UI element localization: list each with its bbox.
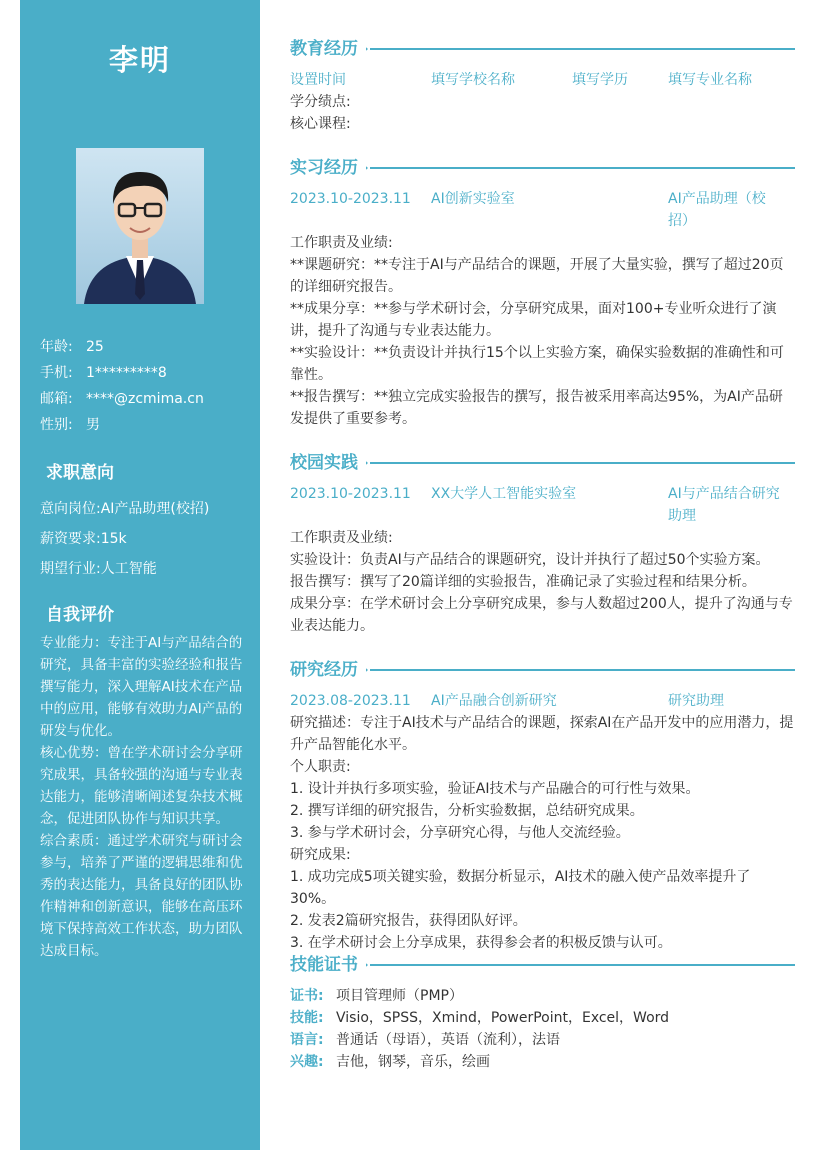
body-line: 个人职责: bbox=[290, 759, 351, 775]
skills-list bbox=[290, 985, 795, 1073]
edu-school: 填写学校名称 bbox=[431, 72, 515, 88]
section-divider bbox=[370, 48, 795, 50]
skill-tools: 技能: Visio，SPSS，Xmind，PowerPoint，Excel，Word bbox=[290, 1010, 670, 1026]
sidebar bbox=[20, 0, 260, 1150]
research-role: 研究助理 bbox=[668, 693, 724, 709]
body-line: 研究成果: bbox=[290, 847, 351, 863]
campus-role: AI与产品结合研究助理 bbox=[668, 486, 780, 524]
edu-time: 设置时间 bbox=[290, 72, 346, 88]
body-line: 研究描述：专注于AI技术与产品结合的课题，探索AI在产品开发中的应用潜力，提升产品智能化水平。 bbox=[290, 715, 794, 753]
info-phone: 手机: 1*********8 bbox=[40, 365, 167, 381]
section-title: 教育经历 bbox=[290, 36, 366, 62]
candidate-name: 李明 bbox=[108, 43, 171, 77]
body-line: **实验设计：**负责设计并执行15个以上实验方案，确保实验数据的准确性和可靠性。 bbox=[290, 345, 784, 383]
internship-body bbox=[290, 232, 795, 430]
info-gender: 性别: 男 bbox=[40, 417, 100, 433]
body-line: 工作职责及业绩: bbox=[290, 235, 393, 251]
edu-major: 填写专业名称 bbox=[668, 72, 752, 88]
intern-org: AI创新实验室 bbox=[431, 191, 515, 207]
intent-salary: 薪资要求:15k bbox=[40, 531, 127, 547]
edu-degree: 填写学历 bbox=[572, 72, 628, 88]
education-section bbox=[290, 36, 795, 135]
section-header bbox=[290, 155, 795, 181]
campus-time: 2023.10-2023.11 bbox=[290, 486, 411, 502]
section-header bbox=[290, 36, 795, 62]
research-body bbox=[290, 712, 795, 954]
body-line: 2. 撰写详细的研究报告，分析实验数据，总结研究成果。 bbox=[290, 803, 644, 819]
body-line: 工作职责及业绩: bbox=[290, 530, 393, 546]
edu-courses: 核心课程: bbox=[290, 116, 351, 132]
skill-language: 语言: 普通话（母语），英语（流利），法语 bbox=[290, 1032, 560, 1048]
self-eval-paragraph: 综合素质：通过学术研究与研讨会参与，培养了严谨的逻辑思维和优秀的表达能力，具备良好的团队协作精神和创新意识，能够在高压环境下保持高效工作状态，助力团队达成目标。 bbox=[40, 833, 243, 959]
research-org: AI产品融合创新研究 bbox=[431, 693, 557, 709]
section-title: 实习经历 bbox=[290, 155, 366, 181]
intern-time: 2023.10-2023.11 bbox=[290, 191, 411, 207]
body-line: 成果分享：在学术研讨会上分享研究成果，参与人数超过200人，提升了沟通与专业表达能力。 bbox=[290, 596, 793, 634]
section-divider bbox=[370, 167, 795, 169]
body-line: 报告撰写：撰写了20篇详细的实验报告，准确记录了实验过程和结果分析。 bbox=[290, 574, 756, 590]
campus-meta bbox=[290, 483, 795, 527]
body-line: 1. 成功完成5项关键实验，数据分析显示，AI技术的融入使产品效率提升了30%。 bbox=[290, 869, 751, 907]
campus-section bbox=[290, 450, 795, 637]
campus-body bbox=[290, 527, 795, 637]
intent-title: 求职意向 bbox=[46, 463, 114, 483]
body-line: 实验设计：负责AI与产品结合的课题研究，设计并执行了超过50个实验方案。 bbox=[290, 552, 770, 568]
intent-position: 意向岗位:AI产品助理(校招) bbox=[40, 501, 210, 517]
self-eval-title: 自我评价 bbox=[46, 605, 114, 625]
edu-gpa: 学分绩点: bbox=[290, 94, 351, 110]
internship-meta bbox=[290, 188, 795, 232]
body-line: **成果分享：**参与学术研讨会，分享研究成果，面对100+专业听众进行了演讲，提升了沟通与专业表达能力。 bbox=[290, 301, 777, 339]
research-section bbox=[290, 657, 795, 954]
self-eval-paragraph: 专业能力：专注于AI与产品结合的研究，具备丰富的实验经验和报告撰写能力，深入理解AI技术在产品中的应用，能够有效助力AI产品的研发与优化。 bbox=[40, 635, 243, 739]
section-title: 校园实践 bbox=[290, 450, 366, 476]
section-divider bbox=[370, 669, 795, 671]
education-meta bbox=[290, 69, 795, 91]
profile-photo bbox=[76, 148, 204, 304]
section-header bbox=[290, 657, 795, 683]
intern-role: AI产品助理（校招） bbox=[668, 191, 766, 229]
body-line: **课题研究：**专注于AI与产品结合的课题，开展了大量实验，撰写了超过20页的详细研究报告。 bbox=[290, 257, 784, 295]
job-intent bbox=[40, 494, 255, 584]
body-line: 3. 在学术研讨会上分享成果，获得参会者的积极反馈与认可。 bbox=[290, 935, 672, 951]
body-line: 3. 参与学术研讨会，分享研究心得，与他人交流经验。 bbox=[290, 825, 630, 841]
research-meta bbox=[290, 690, 795, 712]
self-eval-paragraph: 核心优势：曾在学术研讨会分享研究成果，具备较强的沟通与专业表达能力，能够清晰阐述复杂技术概念，促进团队协作与知识共享。 bbox=[40, 745, 243, 827]
section-divider bbox=[370, 964, 795, 966]
body-line: 2. 发表2篇研究报告，获得团队好评。 bbox=[290, 913, 527, 929]
section-header bbox=[290, 450, 795, 476]
campus-org: XX大学人工智能实验室 bbox=[431, 486, 577, 502]
basic-info bbox=[40, 334, 250, 438]
body-line: 1. 设计并执行多项实验，验证AI技术与产品融合的可行性与效果。 bbox=[290, 781, 700, 797]
research-time: 2023.08-2023.11 bbox=[290, 693, 411, 709]
internship-section bbox=[290, 155, 795, 430]
section-divider bbox=[370, 462, 795, 464]
skills-section bbox=[290, 952, 795, 1073]
section-title: 技能证书 bbox=[290, 952, 366, 978]
body-line: **报告撰写：**独立完成实验报告的撰写，报告被采用率高达95%，为AI产品研发提供了重要参考。 bbox=[290, 389, 783, 427]
education-body bbox=[290, 91, 795, 135]
section-header bbox=[290, 952, 795, 978]
info-age: 年龄: 25 bbox=[40, 339, 104, 355]
self-evaluation bbox=[40, 632, 244, 962]
skill-certificate: 证书: 项目管理师（PMP） bbox=[290, 988, 463, 1004]
section-title: 研究经历 bbox=[290, 657, 366, 683]
skill-hobby: 兴趣: 吉他，钢琴，音乐，绘画 bbox=[290, 1054, 490, 1070]
info-email: 邮箱: ****@zcmima.cn bbox=[40, 391, 204, 407]
intent-industry: 期望行业:人工智能 bbox=[40, 561, 157, 577]
